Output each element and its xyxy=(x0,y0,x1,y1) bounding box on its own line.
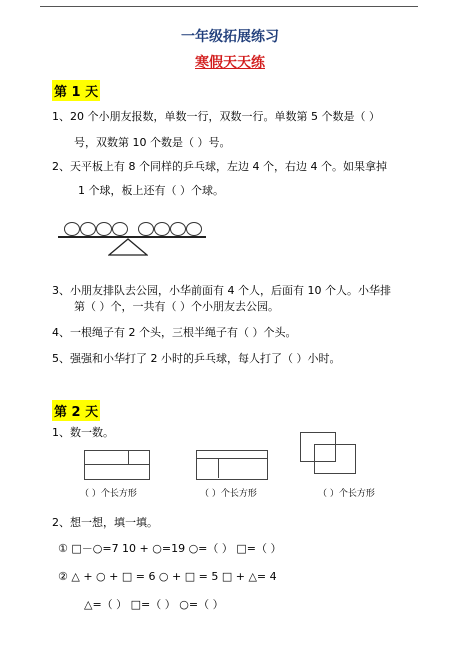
day1-q4: 4、一根绳子有 2 个头，三根半绳子有（ ）个头。 xyxy=(52,326,297,339)
figure3-caption: （ ）个长方形 xyxy=(318,489,375,499)
day1-q3-line1: 3、小朋友排队去公园，小华前面有 4 个人，后面有 10 个人。小华排 xyxy=(52,284,391,297)
day1-q2-line1: 2、天平板上有 8 个同样的乒乓球，左边 4 个，右边 4 个。如果拿掉 xyxy=(52,160,387,173)
balance-fulcrum xyxy=(108,238,148,256)
figure2-caption: （ ）个长方形 xyxy=(200,489,257,499)
ball xyxy=(186,222,202,236)
page-title: 一年级拓展练习 xyxy=(181,29,279,45)
day2-q2-row1: ① □－○=7 10 + ○=19 ○=（ ） □=（ ） xyxy=(58,542,282,555)
day2-label: 第 2 天 xyxy=(52,400,100,421)
day2-q2: 2、想一想，填一填。 xyxy=(52,516,158,529)
day1-q3-line2: 第（ ）个，一共有（ ）个小朋友去公园。 xyxy=(74,300,279,313)
day1-q2-line2: 1 个球，板上还有（ ）个球。 xyxy=(78,184,224,197)
ball xyxy=(112,222,128,236)
ball xyxy=(96,222,112,236)
ball xyxy=(138,222,154,236)
day1-q5: 5、强强和小华打了 2 小时的乒乓球，每人打了（ ）小时。 xyxy=(52,352,341,365)
ball xyxy=(80,222,96,236)
day2-q2-row2: ② △ + ○ + □ = 6 ○ + □ = 5 □ + △= 4 xyxy=(58,570,277,583)
day1-q1-line1: 1、20 个小朋友报数，单数一行，双数一行。单数第 5 个数是（ ） xyxy=(52,110,380,123)
page-subtitle: 寒假天天练 xyxy=(195,55,265,71)
figure1-caption: （ ）个长方形 xyxy=(80,489,137,499)
ball xyxy=(64,222,80,236)
ball xyxy=(170,222,186,236)
top-rule xyxy=(40,6,418,7)
day1-q1-line2: 号，双数第 10 个数是（ ）号。 xyxy=(74,136,231,149)
day2-q2-row3: △=（ ） □=（ ） ○=（ ） xyxy=(84,598,224,611)
ball xyxy=(154,222,170,236)
day1-label: 第 1 天 xyxy=(52,80,100,101)
day2-q1: 1、数一数。 xyxy=(52,426,114,439)
